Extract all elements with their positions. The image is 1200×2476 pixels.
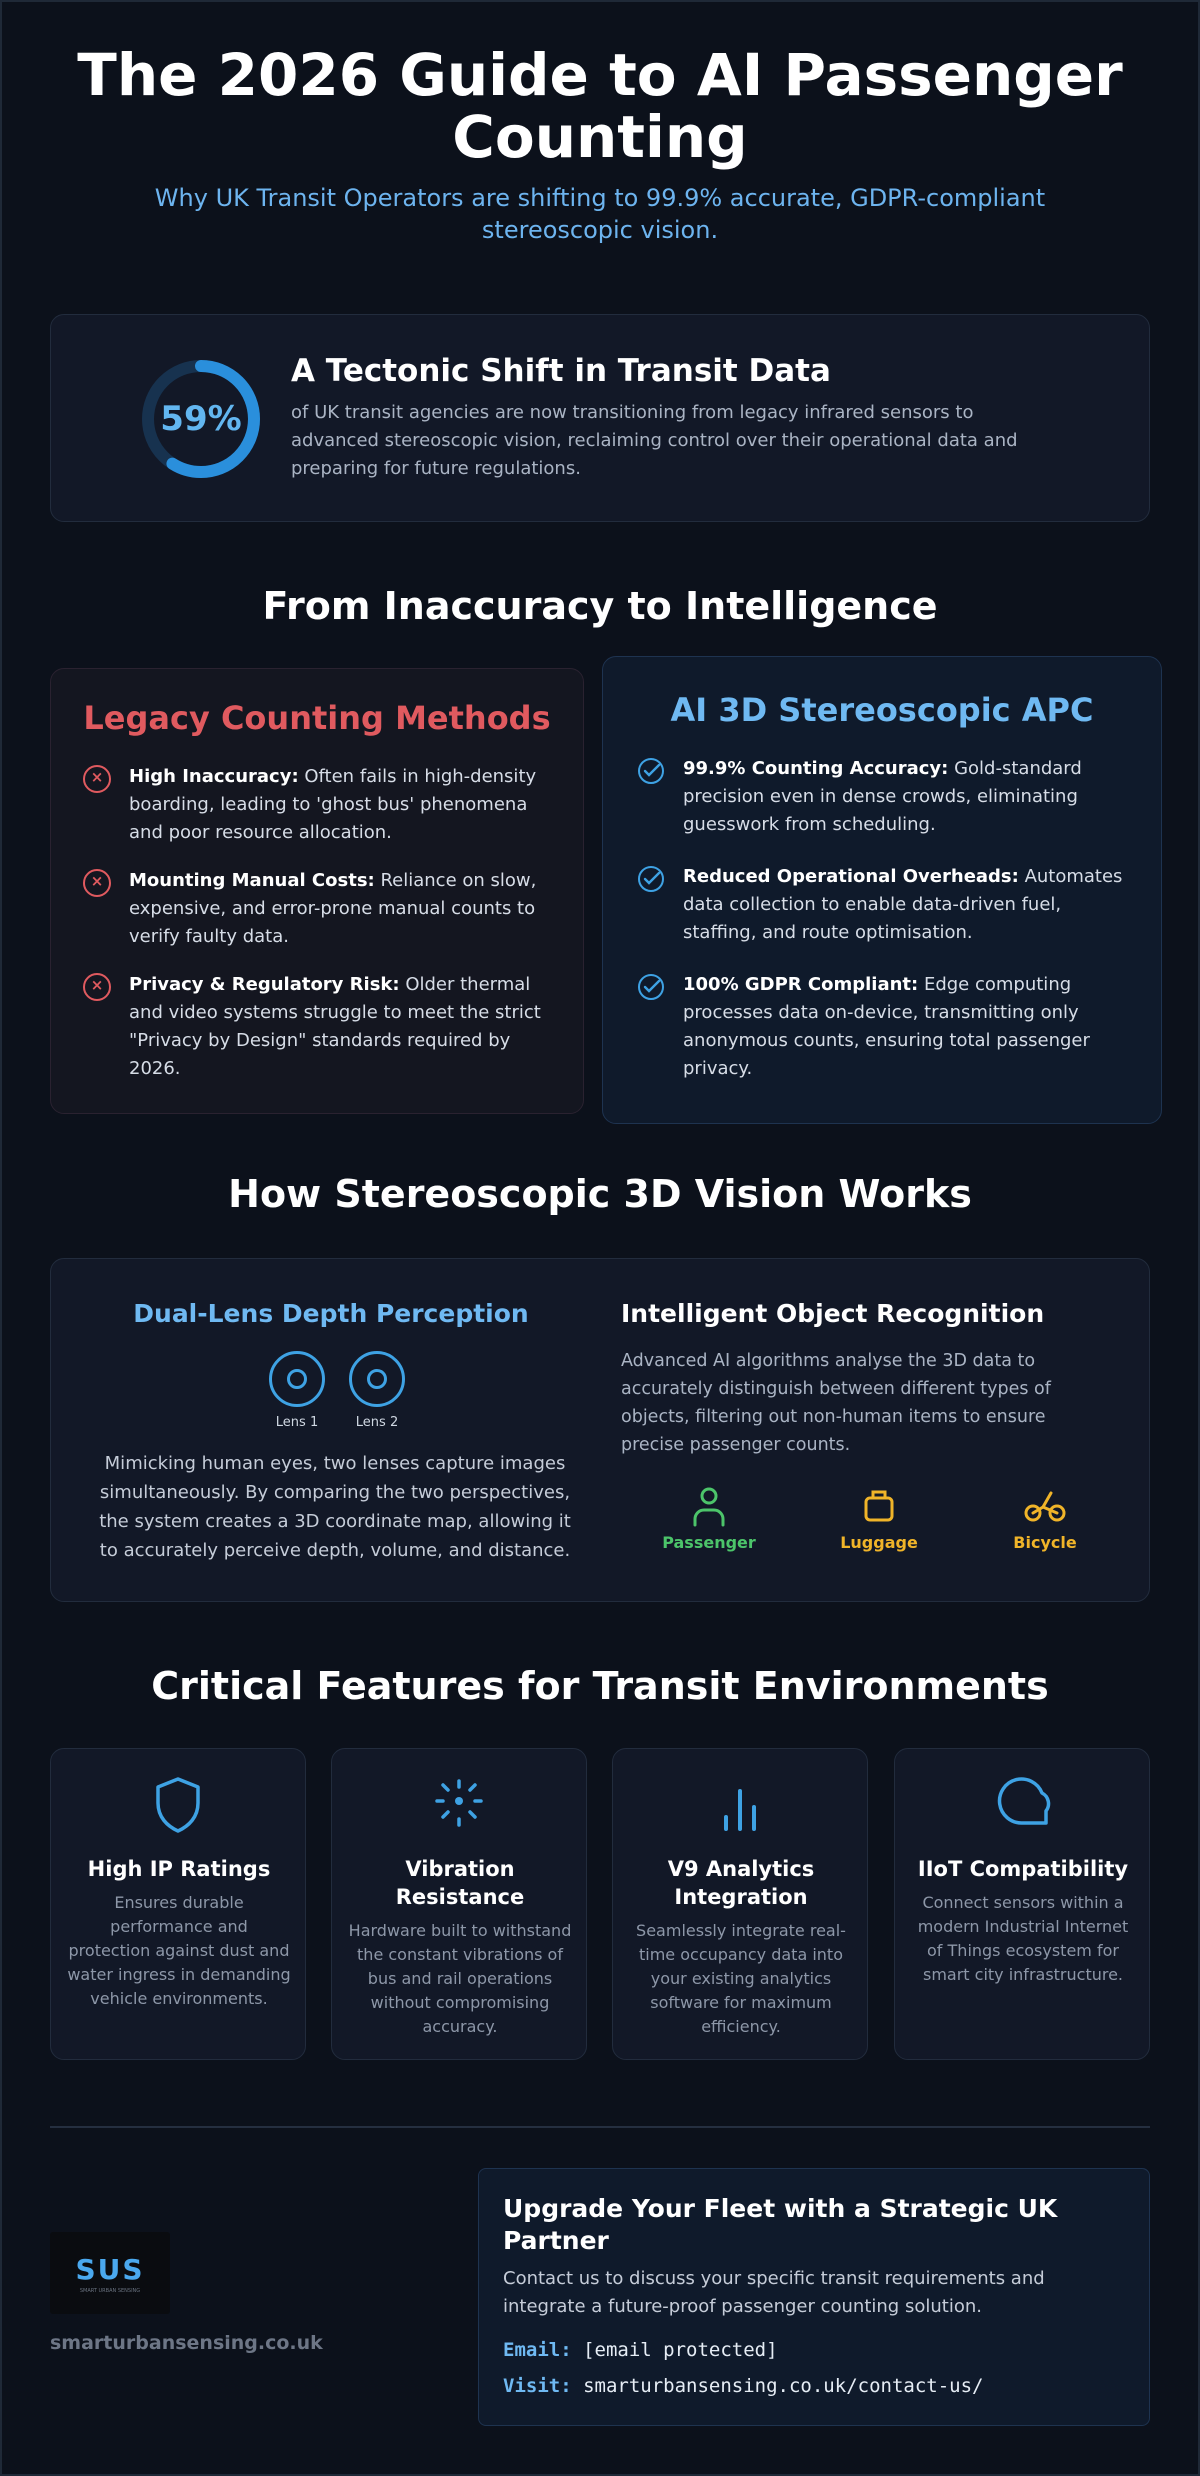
object-bicycle: [985, 1485, 1105, 1552]
hero: [0, 41, 1200, 246]
feature-title: IIoT Compatibility: [917, 1857, 1129, 1881]
item-bold: Reduced Operational Overheads:: [683, 866, 1019, 887]
legacy-item: [83, 867, 553, 951]
x-circle-icon: ×: [83, 973, 111, 1001]
feature-title: High IP Ratings: [87, 1857, 271, 1881]
email-label: Email:: [503, 2339, 572, 2361]
feature-title: V9 Analytics Integration: [667, 1857, 815, 1909]
feature-card: [894, 1748, 1150, 2060]
recognition-description: Advanced AI algorithms analyse the 3D data to accurately distinguish between different types of objects, filtering out non-human items to ensure precise passenger counts.: [621, 1351, 1051, 1455]
divider: [50, 2126, 1150, 2128]
bar-chart-icon: [714, 1775, 766, 1835]
ai-title: AI 3D Stereoscopic APC: [670, 691, 1094, 729]
item-text: Automates data collection to enable data-driven fuel, staffing, and route optimisation.: [683, 866, 1123, 943]
check-circle-icon: [637, 757, 665, 785]
contact-link[interactable]: smarturbansensing.co.uk/contact-us/: [583, 2375, 984, 2397]
item-bold: High Inaccuracy:: [129, 766, 299, 787]
cloud-icon: [992, 1775, 1052, 1835]
website-domain[interactable]: smarturbansensing.co.uk: [50, 2332, 323, 2354]
item-bold: Mounting Manual Costs:: [129, 870, 375, 891]
luggage-icon: [859, 1485, 899, 1527]
how-title: How Stereoscopic 3D Vision Works: [228, 1172, 972, 1216]
lens-description: Mimicking human eyes, two lenses capture images simultaneously. By comparing the two perspectives, the system creates a 3D coordinate map, allowing it to accurately perceive depth, volume, and distance.: [99, 1453, 571, 1561]
feature-text: Seamlessly integrate real-time occupancy data into your existing analytics software for maximum efficiency.: [636, 1921, 846, 2036]
feature-text: Ensures durable performance and protection against dust and water ingress in demanding vehicle environments.: [67, 1893, 291, 2008]
ai-card: [602, 656, 1162, 1124]
feature-card: [331, 1748, 587, 2060]
item-text: Older thermal and video systems struggle to meet the strict "Privacy by Design" standards required by 2026.: [129, 974, 541, 1079]
check-circle-icon: [637, 973, 665, 1001]
check-circle-icon: [637, 865, 665, 893]
feature-card: [612, 1748, 868, 2060]
ai-item: [637, 863, 1137, 947]
legacy-card: [50, 668, 584, 1114]
x-circle-icon: ×: [83, 869, 111, 897]
lens-icon: [269, 1351, 325, 1407]
company-logo[interactable]: [50, 2232, 170, 2314]
feature-card: [50, 1748, 306, 2060]
object-luggage: [819, 1485, 939, 1552]
cta-card: [478, 2168, 1150, 2426]
bicycle-icon: [1023, 1485, 1067, 1527]
person-icon: [689, 1485, 729, 1527]
feature-title: Vibration Resistance: [395, 1857, 525, 1909]
feature-text: Hardware built to withstand the constant vibrations of bus and rail operations without compromising accuracy.: [348, 1921, 572, 2036]
comparison-title: From Inaccuracy to Intelligence: [262, 584, 938, 628]
item-text: Gold-standard precision even in dense crowds, eliminating guesswork from scheduling.: [683, 758, 1082, 835]
email-link[interactable]: [email protected]: [583, 2339, 778, 2361]
item-text: Reliance on slow, expensive, and error-prone manual counts to verify faulty data.: [129, 870, 537, 947]
page-title: The 2026 Guide to AI Passenger Counting: [77, 41, 1123, 171]
logo-tagline: SMART URBAN SENSING: [79, 2287, 141, 2294]
object-label: Passenger: [662, 1533, 756, 1552]
logo-mark: SUS: [75, 2252, 145, 2286]
legacy-item: [83, 763, 553, 847]
object-label: Bicycle: [1013, 1533, 1077, 1552]
lens-icon: [349, 1351, 405, 1407]
object-label: Luggage: [840, 1533, 918, 1552]
page-subtitle: Why UK Transit Operators are shifting to 99.9% accurate, GDPR-compliant stereoscopic vision.: [154, 184, 1046, 244]
email-line: [503, 2339, 778, 2361]
ai-item: [637, 971, 1137, 1083]
lens-title: Dual-Lens Depth Perception: [133, 1299, 529, 1328]
cta-text: Contact us to discuss your specific transit requirements and integrate a future-proof passenger counting solution.: [503, 2268, 1045, 2317]
item-bold: 100% GDPR Compliant:: [683, 974, 919, 995]
recognition-title: Intelligent Object Recognition: [621, 1299, 1045, 1328]
shield-icon: [152, 1775, 204, 1835]
item-bold: 99.9% Counting Accuracy:: [683, 758, 949, 779]
item-text: Often fails in high-density boarding, leading to 'ghost bus' phenomena and poor resource allocation.: [129, 766, 537, 843]
lens-2-label: Lens 2: [355, 1415, 399, 1430]
item-text: Edge computing processes data on-device, transmitting only anonymous counts, ensuring total passenger privacy.: [683, 974, 1090, 1079]
how-card: [50, 1258, 1150, 1602]
stat-card: [50, 314, 1150, 522]
lens-1-label: Lens 1: [275, 1415, 319, 1430]
visit-line: [503, 2375, 983, 2397]
stat-text: of UK transit agencies are now transitioning from legacy infrared sensors to advanced stereoscopic vision, reclaiming control over their operational data and preparing for future regulations.: [291, 402, 1018, 479]
object-passenger: [649, 1485, 769, 1552]
visit-label: Visit:: [503, 2375, 572, 2397]
x-circle-icon: ×: [83, 765, 111, 793]
stat-value: 59%: [160, 399, 242, 439]
ai-item: [637, 755, 1137, 839]
stat-title: A Tectonic Shift in Transit Data: [291, 353, 831, 389]
feature-text: Connect sensors within a modern Industrial Internet of Things ecosystem for smart city infrastructure.: [917, 1893, 1129, 1984]
item-bold: Privacy & Regulatory Risk:: [129, 974, 400, 995]
features-title: Critical Features for Transit Environments: [151, 1664, 1049, 1708]
legacy-title: Legacy Counting Methods: [83, 699, 551, 737]
legacy-item: [83, 971, 553, 1083]
cta-title: Upgrade Your Fleet with a Strategic UK Partner: [503, 2194, 1058, 2255]
vibration-icon: [429, 1775, 489, 1835]
